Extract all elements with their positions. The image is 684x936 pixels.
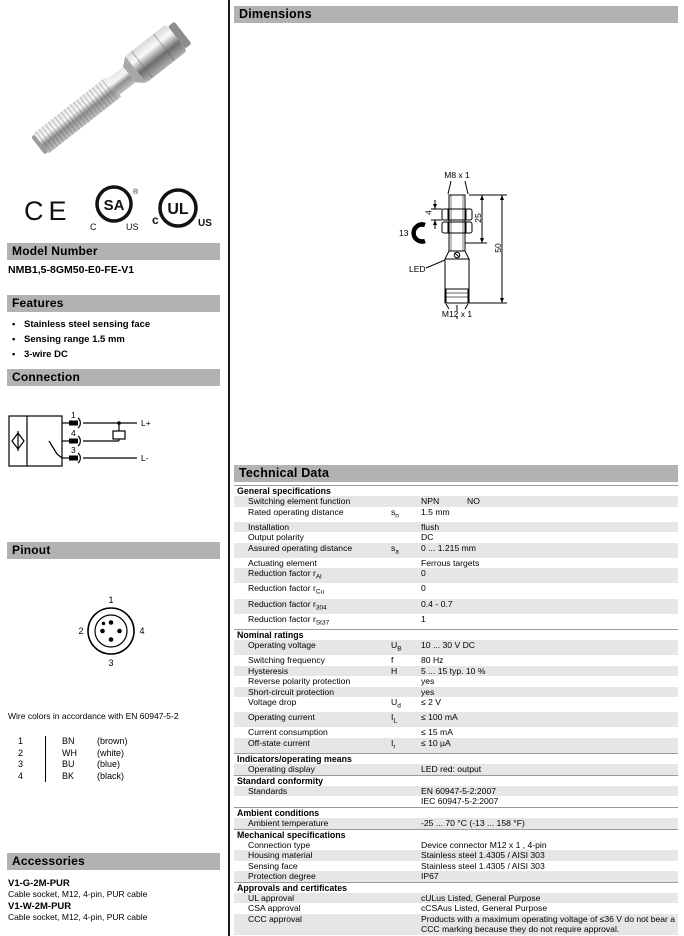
tech-row-label: Standards xyxy=(248,785,288,796)
tech-row xyxy=(234,558,678,568)
ul-c: c xyxy=(152,213,159,227)
plug-pin-3 xyxy=(69,456,78,461)
tech-row-label: Rated operating distance xyxy=(248,506,344,517)
tech-row xyxy=(234,640,678,655)
connection-header: Connection xyxy=(7,369,220,386)
model-number-value: NMB1,5-8GM50-E0-FE-V1 xyxy=(8,264,135,276)
wire-pin-number: 3 xyxy=(18,759,24,769)
tech-row xyxy=(234,543,678,558)
tech-row-value-secondary: NO xyxy=(467,496,480,507)
tech-row-symbol xyxy=(391,687,421,697)
wire-colors-note: Wire colors in accordance with EN 60947-5-2 xyxy=(8,711,179,721)
tech-row-label: Operating display xyxy=(248,764,315,775)
tech-row-label: Switching frequency xyxy=(248,655,325,666)
wire-color-name: (black) xyxy=(97,770,125,781)
bullet-icon: • xyxy=(12,334,16,345)
tech-row-value: IEC 60947-5-2:2007 xyxy=(421,796,499,807)
wire-code-column xyxy=(46,736,128,782)
tech-row-value: Device connector M12 x 1 , 4-pin xyxy=(421,839,547,850)
pinout-pin-1-dot xyxy=(109,620,114,625)
tech-section-title: Ambient conditions xyxy=(234,807,678,818)
dim-thread-bottom-label: M12 x 1 xyxy=(441,309,473,319)
accessories-list xyxy=(8,876,220,922)
wire-color-code: WH xyxy=(62,747,77,758)
dimension-drawing xyxy=(385,163,530,328)
tech-row-symbol xyxy=(391,914,421,935)
tech-row-symbol xyxy=(391,599,421,614)
csa-mark-icon xyxy=(88,182,146,234)
tech-row-value: ≤ 10 µA xyxy=(421,737,451,748)
wire-color-row xyxy=(46,736,128,748)
tech-row-symbol xyxy=(391,568,421,583)
model-number-header: Model Number xyxy=(7,243,220,260)
dim-wrench-size-label: 13 xyxy=(399,228,409,238)
tech-row-value: 0 xyxy=(421,583,426,594)
tech-row-value: IP67 xyxy=(421,871,439,882)
tech-row-symbol: $I_L$ xyxy=(391,712,398,725)
tech-row-label: Installation xyxy=(248,521,290,532)
tech-row-value: 0.4 - 0.7 xyxy=(421,598,453,609)
bullet-icon: • xyxy=(12,319,16,330)
ce-mark-icon xyxy=(22,190,74,230)
tech-row-label: CCC approval xyxy=(248,913,302,924)
feature-item xyxy=(8,347,220,362)
tech-row-symbol xyxy=(391,786,421,796)
ul-mark-icon xyxy=(146,184,212,234)
tech-row xyxy=(234,764,678,774)
tech-row-label: Voltage drop xyxy=(248,696,297,707)
tech-row-label: Off-state current xyxy=(248,737,310,748)
tech-row xyxy=(234,727,678,737)
connection-lminus-label: L- xyxy=(141,453,149,463)
pinout-pin-2-dot xyxy=(100,629,105,634)
tech-row xyxy=(234,655,678,665)
tech-row xyxy=(234,614,678,629)
tech-row-symbol: $s_a$ xyxy=(391,542,399,556)
feature-text: Sensing range 1.5 mm xyxy=(24,334,125,345)
tech-row xyxy=(234,871,678,881)
tech-row-symbol xyxy=(391,871,421,881)
wire-color-code: BN xyxy=(62,736,75,746)
tech-row-value: 5 ... 15 typ. 10 % xyxy=(421,665,486,676)
tech-row-value: cULus Listed, General Purpose xyxy=(421,893,541,903)
tech-row xyxy=(234,583,678,598)
dim-thread-length-label: 25 xyxy=(473,213,483,223)
accessories-header: Accessories xyxy=(7,853,220,870)
tech-row-value: cCSAus Listed, General Purpose xyxy=(421,903,548,914)
tech-row xyxy=(234,796,678,806)
csa-registered: ® xyxy=(133,189,139,196)
wire-pin-number: 4 xyxy=(18,770,24,781)
tech-row-label: Reduction factor $r_{Cu}$ xyxy=(248,583,325,597)
tech-row xyxy=(234,532,678,542)
dim-nut-height-label: 4 xyxy=(423,210,434,215)
tech-row xyxy=(234,522,678,532)
connection-pin-3-label: 3 xyxy=(71,445,76,455)
tech-row-symbol xyxy=(391,727,421,737)
tech-row xyxy=(234,861,678,871)
pinout-label-1: 1 xyxy=(108,595,114,605)
feature-text: 3-wire DC xyxy=(24,349,68,360)
dimensions-header: Dimensions xyxy=(234,6,678,23)
dim-thread-top-label: M8 x 1 xyxy=(444,170,470,180)
features-list xyxy=(8,317,220,362)
tech-row xyxy=(234,818,678,828)
tech-row xyxy=(234,903,678,913)
tech-row-value: yes xyxy=(421,676,435,687)
pinout-pin-3-dot xyxy=(109,637,114,642)
tech-row-symbol xyxy=(391,818,421,828)
tech-row-label: Reduction factor $r_{St37}$ xyxy=(248,613,330,627)
tech-row-value: 80 Hz xyxy=(421,655,444,666)
tech-row-label xyxy=(234,796,391,806)
csa-us: US xyxy=(126,222,139,232)
column-divider xyxy=(228,0,230,936)
pinout-label-2: 2 xyxy=(78,626,84,636)
tech-row-symbol xyxy=(391,861,421,871)
tech-row-value: 1.5 mm xyxy=(421,506,450,517)
tech-row-label: Short-circuit protection xyxy=(248,686,334,697)
tech-row xyxy=(234,666,678,676)
tech-row-symbol xyxy=(391,496,421,506)
tech-row xyxy=(234,893,678,903)
tech-row-value: 1 xyxy=(421,613,426,624)
tech-row-value: DC xyxy=(421,532,434,543)
tech-row xyxy=(234,738,678,753)
junction-dot xyxy=(117,421,121,425)
dim-overall-length-label: 50 xyxy=(493,243,503,253)
accessory-description: Cable socket, M12, 4-pin, PUR cable xyxy=(8,889,148,899)
tech-row-symbol xyxy=(391,764,421,774)
tech-row-value: LED red: output xyxy=(421,764,482,775)
feature-item xyxy=(8,317,220,332)
wire-pin-column xyxy=(8,736,45,782)
csa-text: SA xyxy=(103,197,125,214)
technical-data-header: Technical Data xyxy=(234,465,678,482)
tech-row-symbol xyxy=(391,558,421,568)
accessory-model: V1-W-2M-PUR xyxy=(8,901,72,912)
tech-section-title: Nominal ratings xyxy=(234,629,678,640)
plug-pin-4 xyxy=(69,439,78,444)
accessory-description: Cable socket, M12, 4-pin, PUR cable xyxy=(8,912,148,922)
tech-row-label: Switching element function xyxy=(248,496,351,507)
tech-row-symbol: $I_r$ xyxy=(391,737,396,751)
tech-row-label: Ambient temperature xyxy=(248,818,329,829)
tech-row-symbol: H xyxy=(391,665,398,676)
technical-data-table xyxy=(234,485,678,935)
connection-diagram xyxy=(7,398,187,488)
wire-colors-table xyxy=(8,736,128,782)
tech-row-symbol: $U_B$ xyxy=(391,640,402,653)
tech-row-label: Connection type xyxy=(248,839,311,850)
tech-row-value: EN 60947-5-2:2007 xyxy=(421,785,497,796)
features-header: Features xyxy=(7,295,220,312)
tech-row xyxy=(234,676,678,686)
tech-row-value: Stainless steel 1.4305 / AISI 303 xyxy=(421,850,545,861)
tech-row-symbol xyxy=(391,796,421,806)
tech-row-label: UL approval xyxy=(248,893,295,903)
tech-row xyxy=(234,786,678,796)
wire-color-row xyxy=(46,748,128,760)
tech-section-title: Approvals and certificates xyxy=(234,882,678,893)
tech-row-label: Operating current xyxy=(248,712,315,723)
tech-row-label: CSA approval xyxy=(248,903,301,914)
tech-row-symbol xyxy=(391,614,421,629)
accessory-model: V1-G-2M-PUR xyxy=(8,878,70,889)
feature-item xyxy=(8,332,220,347)
pinout-diagram xyxy=(56,585,166,680)
tech-row-label: Reduction factor $r_{304}$ xyxy=(248,598,327,612)
feature-text: Stainless steel sensing face xyxy=(24,319,151,330)
tech-row xyxy=(234,687,678,697)
tech-row-symbol xyxy=(391,893,421,903)
tech-row-label: Current consumption xyxy=(248,727,328,738)
pinout-label-3: 3 xyxy=(108,658,114,668)
ce-text: CE xyxy=(24,196,72,226)
tech-row-label: Sensing face xyxy=(248,860,298,871)
tech-row-label: Actuating element xyxy=(248,557,317,568)
ul-text: UL xyxy=(167,201,189,218)
wire-color-row xyxy=(46,771,128,783)
tech-row-label: Output polarity xyxy=(248,532,304,543)
tech-row-value: Products with a maximum operating voltage of ≤36 V do not bear a CCC marking because they do not require approval. xyxy=(421,913,676,935)
pinout-pin-4-dot xyxy=(117,629,122,634)
tech-section-title: Indicators/operating means xyxy=(234,753,678,764)
tech-row xyxy=(234,697,678,712)
plug-pin-1 xyxy=(69,421,78,426)
tech-row xyxy=(234,507,678,522)
wire-color-code: BK xyxy=(62,770,75,781)
tech-row-symbol xyxy=(391,903,421,913)
csa-c: C xyxy=(90,222,97,232)
tech-row-label: Reverse polarity protection xyxy=(248,676,351,687)
wire-color-name: (blue) xyxy=(97,759,121,769)
tech-row xyxy=(234,599,678,614)
wire-color-name: (brown) xyxy=(97,736,128,746)
wire-color-name: (white) xyxy=(97,747,125,758)
tech-row-symbol xyxy=(391,850,421,860)
connection-pin-4-label: 4 xyxy=(71,428,76,438)
tech-row-label: Reduction factor $r_{Al}$ xyxy=(248,568,322,581)
tech-section-title: Standard conformity xyxy=(234,775,678,786)
bullet-icon: • xyxy=(12,349,16,360)
tech-row-label: Protection degree xyxy=(248,871,316,882)
load-resistor-symbol xyxy=(113,431,125,439)
tech-row-value: -25 ... 70 °C (-13 ... 158 °F) xyxy=(421,818,525,829)
ul-us: US xyxy=(198,218,212,229)
wrench-icon xyxy=(414,225,425,242)
tech-row-symbol xyxy=(391,532,421,542)
tech-row-label: Housing material xyxy=(248,850,313,861)
dim-led-label: LED xyxy=(409,264,426,274)
tech-row-label: Hysteresis xyxy=(248,665,289,676)
tech-row-value: ≤ 2 V xyxy=(421,696,442,707)
wire-color-code: BU xyxy=(62,759,75,769)
tech-row-symbol xyxy=(391,583,421,598)
tech-row-value: 10 ... 30 V DC xyxy=(421,640,475,651)
pinout-header: Pinout xyxy=(7,542,220,559)
tech-row-label: Operating voltage xyxy=(248,640,316,651)
tech-row xyxy=(234,840,678,850)
tech-row xyxy=(234,568,678,583)
tech-row-value: Ferrous targets xyxy=(421,557,480,568)
tech-row-symbol xyxy=(391,676,421,686)
tech-section-title: General specifications xyxy=(234,485,678,496)
tech-row-value-primary: NPN xyxy=(421,496,440,507)
tech-row-value: yes xyxy=(421,686,435,697)
tech-row-value: Stainless steel 1.4305 / AISI 303 xyxy=(421,860,545,871)
tech-row xyxy=(234,496,678,506)
tech-row-symbol xyxy=(391,840,421,850)
tech-row-symbol: $U_d$ xyxy=(391,696,401,710)
connection-pin-1-label: 1 xyxy=(71,410,76,420)
tech-section-title: Mechanical specifications xyxy=(234,829,678,840)
product-photo xyxy=(12,0,212,180)
tech-row xyxy=(234,850,678,860)
tech-row-value: ≤ 100 mA xyxy=(421,712,458,723)
tech-row-value xyxy=(421,496,678,506)
wire-color-row xyxy=(46,759,128,771)
wire-pin-number: 2 xyxy=(18,747,24,758)
tech-row-value: ≤ 15 mA xyxy=(421,727,453,738)
tech-row-value: 0 xyxy=(421,568,426,579)
tech-row-label: Assured operating distance xyxy=(248,542,353,553)
tech-row xyxy=(234,712,678,727)
tech-row-value: flush xyxy=(421,521,440,532)
tech-row-symbol: $s_n$ xyxy=(391,506,399,520)
tech-row-symbol: f xyxy=(391,655,394,666)
pinout-label-4: 4 xyxy=(139,626,145,636)
pinout-key-dot xyxy=(102,622,105,625)
tech-row xyxy=(234,914,678,935)
connection-lplus-label: L+ xyxy=(141,418,151,428)
wire-pin-number: 1 xyxy=(18,736,24,746)
tech-row-value: 0 ... 1.215 mm xyxy=(421,542,476,553)
tech-row-symbol xyxy=(391,522,421,532)
